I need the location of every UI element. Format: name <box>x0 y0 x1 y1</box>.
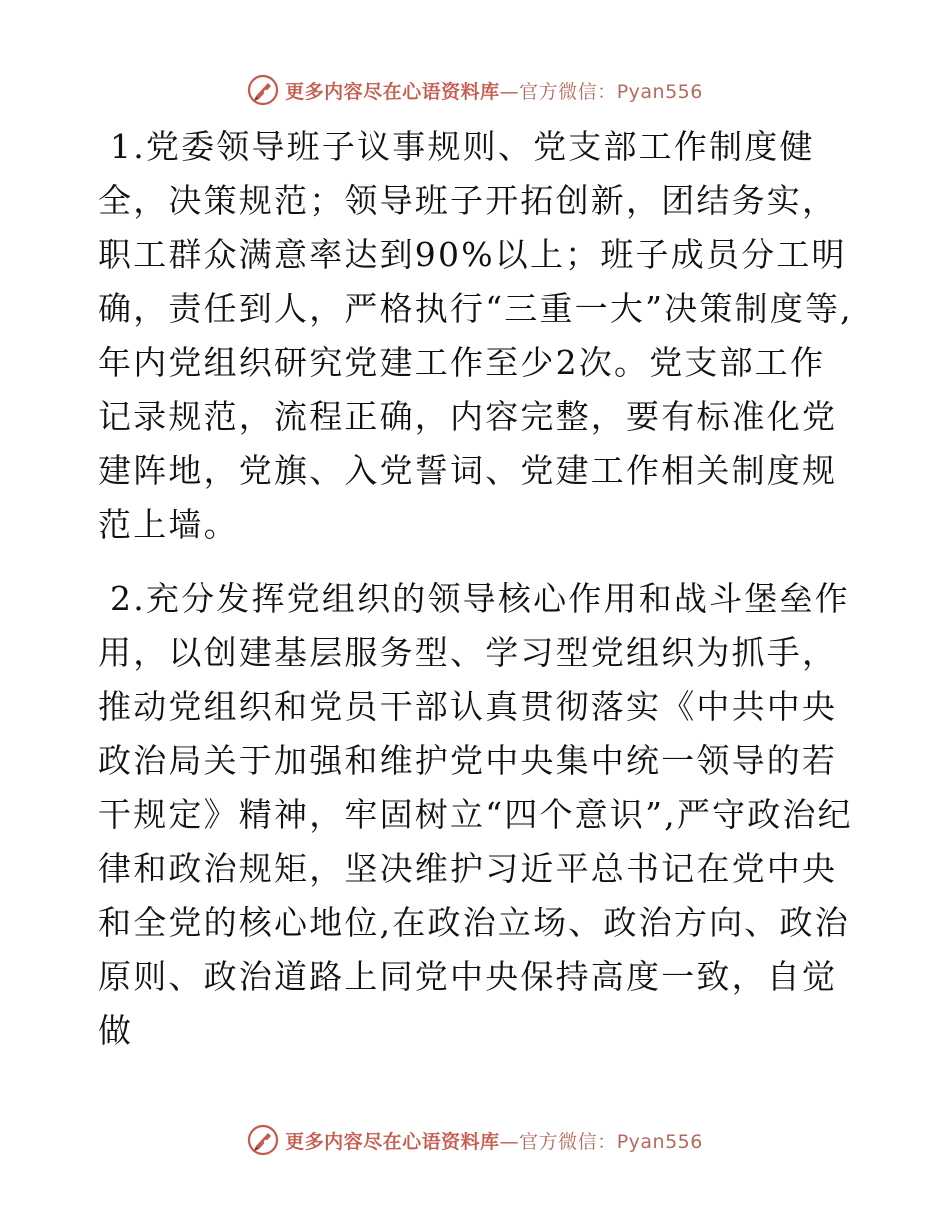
header-banner-wechat-id: Pyan556 <box>616 80 703 103</box>
pen-logo-icon <box>247 1124 279 1156</box>
pen-logo-icon <box>247 74 279 106</box>
footer-banner-label: 官方微信： <box>519 1130 617 1153</box>
document-body <box>98 120 858 1058</box>
header-banner-dash: — <box>499 80 520 103</box>
footer-banner-wechat-id: Pyan556 <box>616 1130 703 1153</box>
footer-banner <box>0 1120 950 1160</box>
footer-banner-text <box>285 1127 703 1154</box>
header-banner-text <box>285 77 703 104</box>
footer-banner-dash: — <box>499 1130 520 1153</box>
footer-banner-title: 更多内容尽在心语资料库 <box>285 1130 500 1153</box>
paragraph-1: 1.党委领导班子议事规则、党支部工作制度健全，决策规范；领导班子开拓创新，团结务实，职工群众满意率达到90%以上；班子成员分工明确，责任到人，严格执行“三重一大”决策制度等,年内党组织研究党建工作至少2次。党支部工作记录规范，流程正确，内容完整，要有标准化党建阵地，党旗、入党誓词、党建工作相关制度规范上墙。 <box>98 127 853 544</box>
header-banner-title: 更多内容尽在心语资料库 <box>285 80 500 103</box>
header-banner-label: 官方微信： <box>519 80 617 103</box>
paragraph-2: 2.充分发挥党组织的领导核心作用和战斗堡垒作用，以创建基层服务型、学习型党组织为抓手，推动党组织和党员干部认真贯彻落实《中共中央政治局关于加强和维护党中央集中统一领导的若干规定》精神，牢固树立“四个意识”,严守政治纪律和政治规矩，坚决维护习近平总书记在党中央和全党的核心地位,在政治立场、政治方向、政治原则、政治道路上同党中央保持高度一致，自觉做 <box>98 579 853 1050</box>
header-banner <box>0 70 950 110</box>
